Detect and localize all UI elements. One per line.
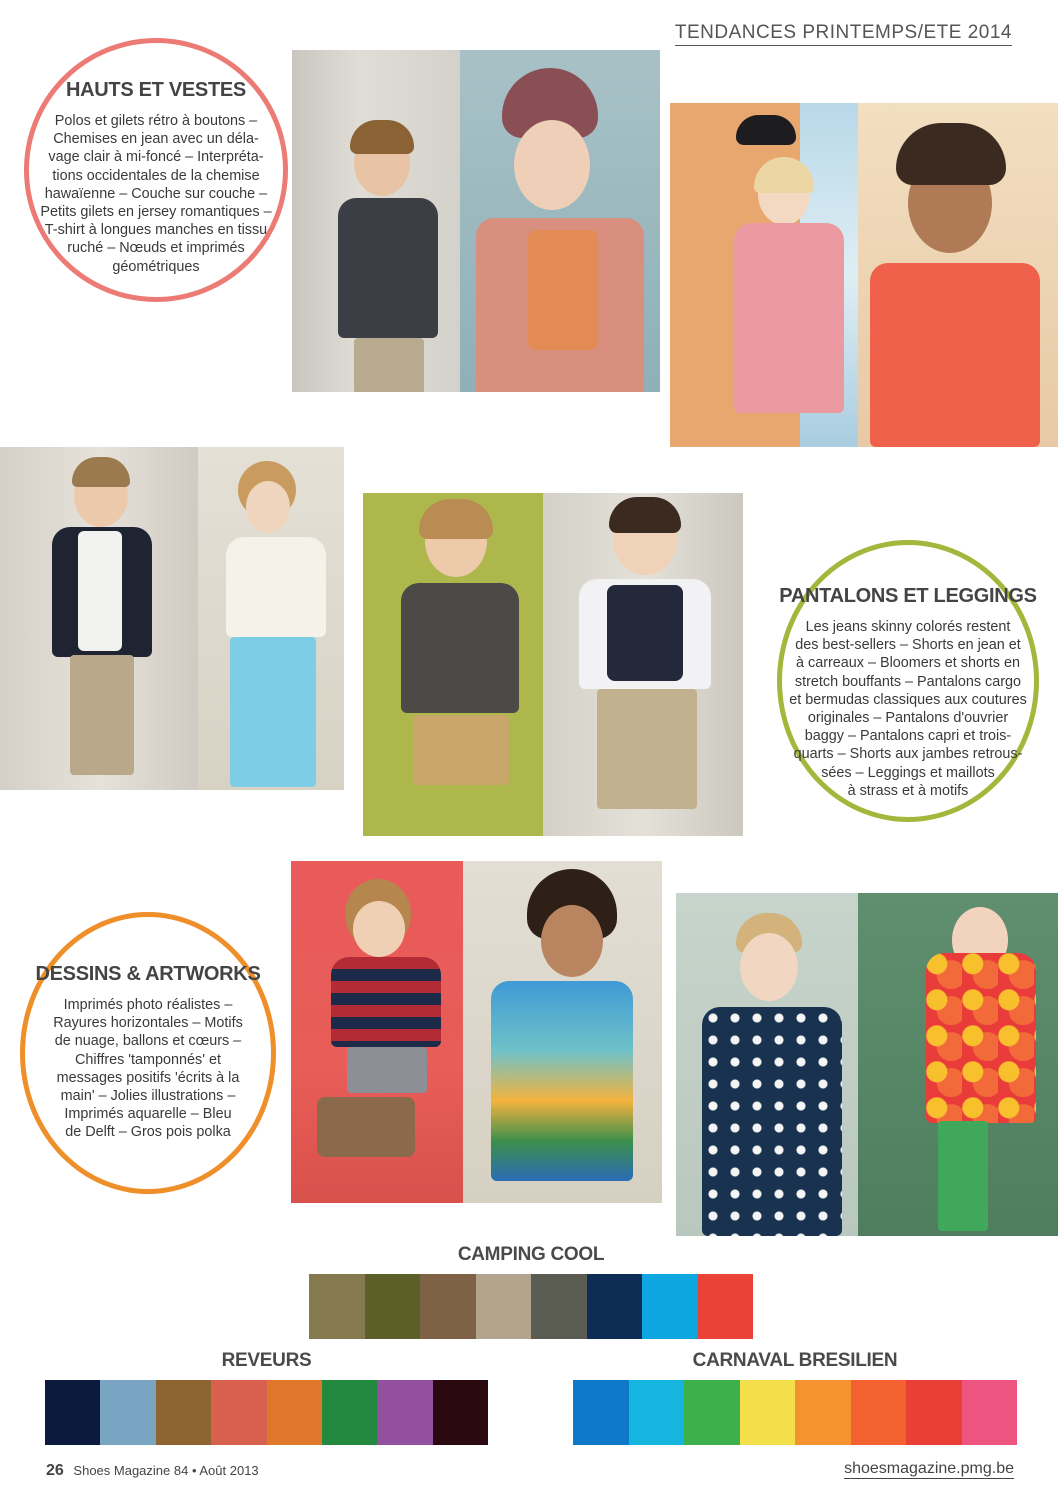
- color-swatch: [365, 1274, 421, 1339]
- photo-girls-coral: [670, 103, 1058, 447]
- palette-reveurs-label: REVEURS: [221, 1350, 312, 1371]
- text-line: tions occidentales de la chemise: [52, 167, 260, 184]
- text-line: baggy – Pantalons capri et trois-: [804, 728, 1012, 745]
- issue-info: Shoes Magazine 84 • Août 2013: [73, 1463, 259, 1478]
- section-pantalons-et-leggings: [777, 540, 1039, 822]
- color-swatch: [573, 1380, 629, 1445]
- section-dessins-et-artworks: [20, 912, 276, 1194]
- text-line: et bermudas classiques aux coutures: [789, 691, 1027, 708]
- page-number: 26: [46, 1462, 64, 1479]
- text-line: Rayures horizontales – Motifs: [53, 1015, 243, 1032]
- section-text: [53, 996, 243, 1142]
- color-swatch: [476, 1274, 532, 1339]
- text-line: vage clair à mi-foncé – Interpréta-: [48, 149, 264, 166]
- text-line: géométriques: [112, 258, 200, 275]
- text-line: ruché – Nœuds et imprimés: [67, 240, 245, 257]
- color-swatch: [322, 1380, 377, 1445]
- text-line: Imprimés aquarelle – Bleu: [64, 1106, 232, 1123]
- text-line: Polos et gilets rétro à boutons –: [54, 113, 258, 129]
- color-swatch: [684, 1380, 740, 1445]
- color-swatch: [377, 1380, 432, 1445]
- color-swatch: [420, 1274, 476, 1339]
- color-swatch: [156, 1380, 211, 1445]
- color-swatch: [740, 1380, 796, 1445]
- photo-boys-shorts: [363, 493, 743, 836]
- text-line: de nuage, ballons et cœurs –: [54, 1033, 242, 1050]
- color-swatch: [642, 1274, 698, 1339]
- section-title: PANTALONS ET LEGGINGS: [779, 585, 1037, 607]
- color-swatch: [906, 1380, 962, 1445]
- palette-camping-cool: [309, 1274, 753, 1339]
- text-line: des best-sellers – Shorts en jean et: [795, 637, 1021, 654]
- footer-website-link[interactable]: shoesmagazine.pmg.be: [844, 1460, 1014, 1477]
- text-line: stretch bouffants – Pantalons cargo: [794, 673, 1022, 690]
- color-swatch: [45, 1380, 100, 1445]
- text-line: Les jeans skinny colorés restent: [805, 619, 1011, 635]
- palette-carnaval-bresilien: [573, 1380, 1017, 1445]
- text-line: Chiffres 'tamponnés' et: [74, 1051, 221, 1068]
- text-line: à carreaux – Bloomers et shorts en: [796, 655, 1020, 672]
- color-swatch: [629, 1380, 685, 1445]
- palette-carnaval-bresilien-label: CARNAVAL BRESILIEN: [692, 1350, 898, 1371]
- text-line: main' – Jolies illustrations –: [60, 1088, 236, 1105]
- text-line: T-shirt à longues manches en tissu: [44, 222, 268, 239]
- text-line: messages positifs 'écrits à la: [56, 1069, 240, 1086]
- photo-kids-pants: [0, 447, 344, 790]
- text-line: Chemises en jean avec un déla-: [53, 131, 259, 148]
- color-swatch: [962, 1380, 1018, 1445]
- text-line: sées – Leggings et maillots: [821, 764, 995, 781]
- text-line: à strass et à motifs: [847, 782, 969, 799]
- text-line: de Delft – Gros pois polka: [65, 1124, 231, 1141]
- photo-kids-tops: [292, 50, 660, 392]
- photo-girls-polka-floral: [676, 893, 1058, 1236]
- section-title: HAUTS ET VESTES: [66, 79, 246, 101]
- section-title: DESSINS & ARTWORKS: [35, 963, 261, 985]
- page-header-title: TENDANCES PRINTEMPS/ETE 2014: [675, 22, 1012, 46]
- color-swatch: [433, 1380, 488, 1445]
- text-line: hawaïenne – Couche sur couche –: [44, 185, 268, 202]
- footer-issue: [46, 1462, 259, 1480]
- section-hauts-et-vestes: [24, 38, 288, 302]
- color-swatch: [531, 1274, 587, 1339]
- palette-reveurs: [45, 1380, 488, 1445]
- section-text: [40, 112, 271, 276]
- color-swatch: [309, 1274, 365, 1339]
- text-line: quarts – Shorts aux jambes retrous-: [793, 746, 1023, 763]
- color-swatch: [851, 1380, 907, 1445]
- color-swatch: [267, 1380, 322, 1445]
- color-swatch: [211, 1380, 266, 1445]
- palette-camping-cool-label: CAMPING COOL: [457, 1244, 605, 1265]
- text-line: Imprimés photo réalistes –: [63, 997, 233, 1013]
- color-swatch: [100, 1380, 155, 1445]
- text-line: Petits gilets en jersey romantiques –: [40, 204, 272, 221]
- color-swatch: [795, 1380, 851, 1445]
- photo-kids-prints: [291, 861, 662, 1203]
- text-line: originales – Pantalons d'ouvrier: [807, 710, 1009, 727]
- color-swatch: [587, 1274, 643, 1339]
- color-swatch: [698, 1274, 754, 1339]
- section-text: [789, 618, 1027, 800]
